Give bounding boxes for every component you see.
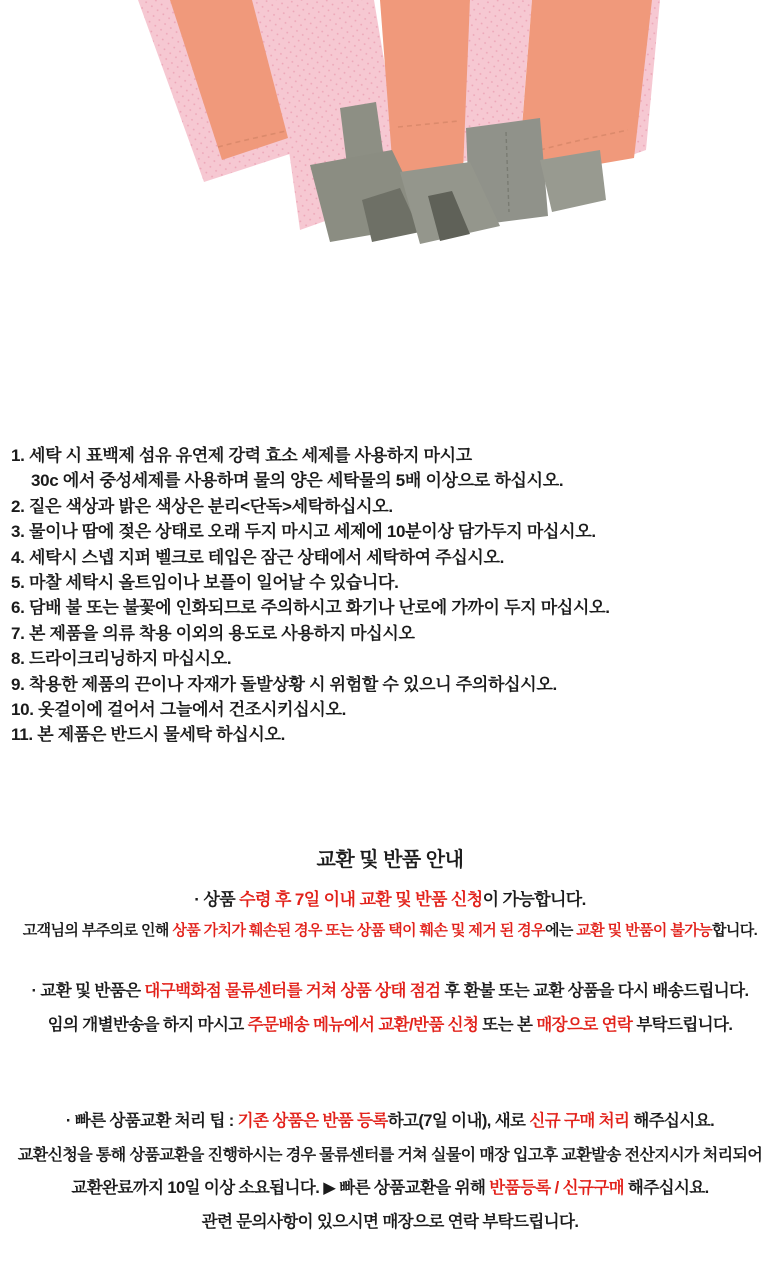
care-instruction-line: 5. 마찰 세탁시 올트임이나 보플이 일어날 수 있습니다. xyxy=(11,573,399,593)
text-segment: 합니다. xyxy=(712,921,758,939)
text-segment: 기존 상품은 반품 등록 xyxy=(237,1111,388,1130)
glove-fingertips-illustration xyxy=(0,0,780,250)
care-instruction-line: 1. 세탁 시 표백제 섬유 유연제 강력 효소 세제를 사용하지 마시고 xyxy=(11,446,472,465)
text-segment: 반품등록 / 신규구매 xyxy=(489,1178,624,1197)
care-instruction-line: 3. 물이나 땀에 젖은 상태로 오래 두지 마시고 세제에 10분이상 담가두지 마십시오. xyxy=(11,522,596,542)
text-segment: 부탁드립니다. xyxy=(632,1015,733,1034)
care-instruction-line: 11. 본 제품은 반드시 물세탁 하십시오. xyxy=(11,725,286,745)
care-instruction-line: 6. 담배 불 또는 불꽃에 인화되므로 주의하시고 화기나 난로에 가까이 두지 마십시오. xyxy=(11,598,610,618)
text-segment: 대구백화점 물류센터를 거쳐 상품 상태 점검 xyxy=(144,981,441,1000)
text-segment: 임의 개별반송을 하지 마시고 xyxy=(47,1015,248,1034)
text-segment: 교환완료까지 10일 이상 소요됩니다. ▶ 빠른 상품교환을 위해 xyxy=(71,1178,490,1197)
care-instruction-line: 2. 짙은 색상과 밝은 색상은 분리<단독>세탁하십시오. xyxy=(11,496,393,516)
returns-line-fast-exchange-tip xyxy=(0,1107,780,1131)
returns-line-eligibility xyxy=(0,885,780,910)
care-instruction-line: 9. 착용한 제품의 끈이나 자재가 돌발상황 시 위험할 수 있으니 주의하십시오. xyxy=(11,674,557,694)
text-segment: · 빠른 상품교환 처리 팁 : xyxy=(65,1111,238,1130)
care-instructions-list xyxy=(0,443,780,748)
text-segment: 매장으로 연락 xyxy=(536,1015,633,1034)
care-instruction-line: 8. 드라이크리닝하지 마십시오. xyxy=(11,649,232,669)
returns-section xyxy=(0,843,780,1232)
text-segment: 후 환불 또는 교환 상품을 다시 배송드립니다. xyxy=(440,981,749,1000)
text-segment: 해주십시요. xyxy=(623,1178,709,1197)
text-segment: 고객님의 부주의로 인해 xyxy=(22,921,173,939)
text-segment: 교환신청을 통해 상품교환을 진행하시는 경우 물류센터를 거쳐 실물이 매장 입고후 교환발송 전산지시가 처리되어 xyxy=(17,1146,763,1164)
text-segment: 또는 본 xyxy=(478,1015,537,1034)
returns-line-exchange-duration xyxy=(0,1174,780,1198)
returns-line-no-self-return xyxy=(0,1011,780,1035)
text-segment: 주문배송 메뉴에서 교환/반품 신청 xyxy=(247,1015,479,1034)
text-segment: 하고(7일 이내), 새로 xyxy=(387,1111,530,1130)
care-instruction-line: 4. 세탁시 스넵 지퍼 벨크로 테입은 잠근 상태에서 세탁하여 주십시오. xyxy=(11,547,505,567)
text-segment: · 교환 및 반품은 xyxy=(31,981,145,1000)
text-segment: 해주십시요. xyxy=(629,1111,715,1130)
text-segment: 교환 및 반품이 불가능 xyxy=(576,921,713,939)
care-instruction-line: 30c 에서 중성세제를 사용하며 물의 양은 세탁물의 5배 이상으로 하십시오. xyxy=(31,471,564,491)
returns-line-contact xyxy=(0,1208,780,1232)
text-segment: · 상품 xyxy=(194,889,240,909)
care-instruction-line: 7. 본 제품을 의류 착용 이외의 용도로 사용하지 마십시오 xyxy=(11,623,415,643)
returns-title: 교환 및 반품 안내 xyxy=(316,848,464,871)
returns-line-exchange-process xyxy=(0,1142,780,1165)
returns-line-damage-exclusion xyxy=(0,919,780,940)
text-segment: 이 가능합니다. xyxy=(482,889,586,909)
text-segment: 상품 가치가 훼손된 경우 또는 상품 택이 훼손 및 제거 된 경우 xyxy=(172,921,545,939)
care-instruction-line: 10. 옷걸이에 걸어서 그늘에서 건조시키십시오. xyxy=(11,700,347,720)
text-segment: 관련 문의사항이 있으시면 매장으로 연락 부탁드립니다. xyxy=(201,1212,579,1231)
product-photo xyxy=(0,0,780,250)
returns-line-logistics xyxy=(0,977,780,1001)
text-segment: 신규 구매 처리 xyxy=(529,1111,630,1130)
text-segment: 에는 xyxy=(544,921,577,939)
text-segment: 수령 후 7일 이내 교환 및 반품 신청 xyxy=(239,889,483,909)
